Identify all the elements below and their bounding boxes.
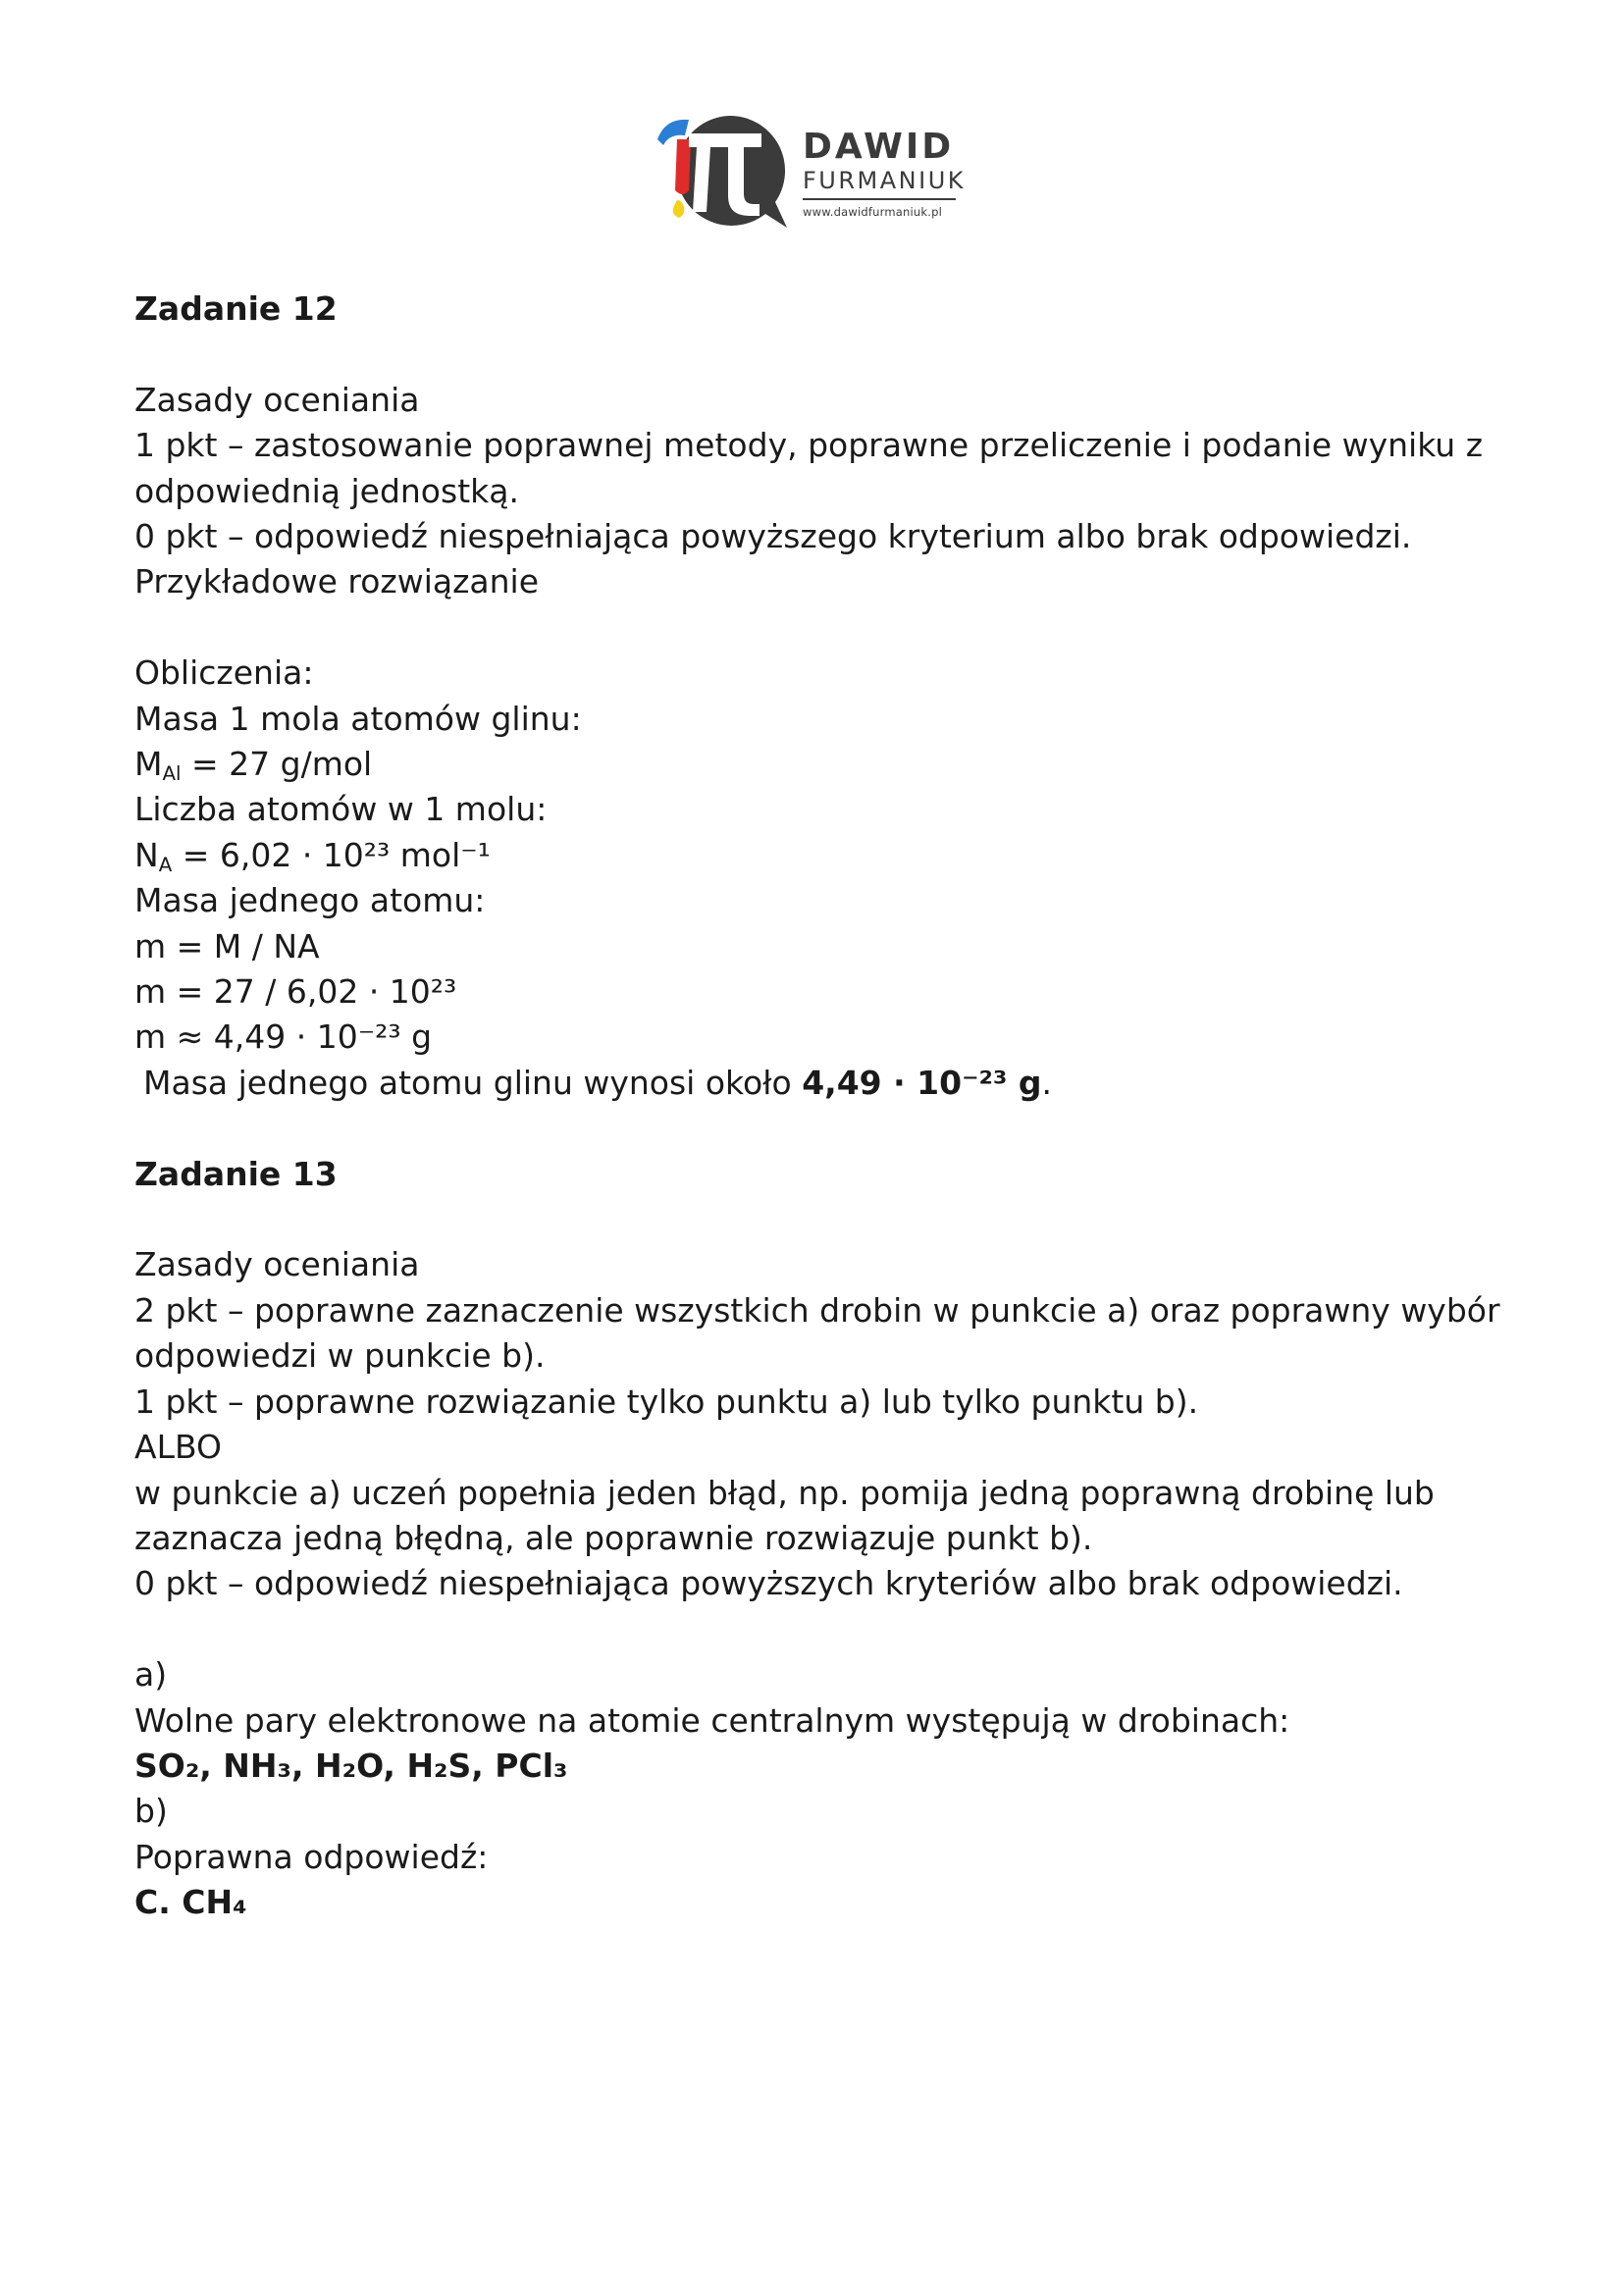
mass-value: = 27 g/mol [181,745,373,784]
task12-atom-mass-label: Masa jednego atomu: [134,881,486,920]
logo-url: www.dawidfurmaniuk.pl [803,205,942,219]
avogadro-subscript: A [158,853,173,876]
document-body [134,287,1508,1926]
task12-rules-heading: Zasady oceniania [134,380,420,419]
task13-rules-heading: Zasady oceniania [134,1245,420,1284]
task13-albo: ALBO [134,1428,222,1467]
mass-subscript: Al [162,761,182,785]
task12-avogadro-line [134,833,1508,878]
task13-part-b: b) [134,1792,168,1831]
logo-divider [803,198,956,200]
spacer [134,1106,1508,1151]
task13-part-b-text: Poprawna odpowiedź: [134,1837,489,1876]
conclusion-text: Masa jednego atomu glinu wynosi około [143,1063,803,1102]
task13-part-a: a) [134,1655,168,1695]
task13-rule0: 0 pkt – odpowiedź niespełniająca powyższych kryteriów albo brak odpowiedzi. [134,1564,1403,1603]
task13-rule1: 1 pkt – poprawne rozwiązanie tylko punktu a) lub tylko punktu b). [134,1382,1199,1421]
mass-symbol: M [134,745,163,784]
task13-part-a-text: Wolne pary elektronowe na atomie centralnym występują w drobinach: [134,1700,1290,1740]
task13-part-b-answer: C. CH₄ [134,1883,247,1922]
task13-alt-line1: w punkcie a) uczeń popełnia jeden błąd, np. pomija jedną poprawną drobinę lub [134,1473,1435,1512]
spacer [134,1607,1508,1652]
task13-alt-line2: zaznacza jedną błędną, ale poprawnie rozwiązuje punkt b). [134,1518,1093,1557]
task12-rule1-line2: odpowiednią jednostką. [134,471,519,510]
task12-formula2: m = 27 / 6,02 · 10²³ [134,972,457,1012]
task12-avogadro-label: Liczba atomów w 1 molu: [134,790,548,829]
task12-calc-heading: Obliczenia: [134,653,314,693]
conclusion-value: 4,49 · 10⁻²³ g [802,1063,1042,1102]
spacer [134,1197,1508,1242]
conclusion-end: . [1041,1063,1053,1102]
spacer [134,332,1508,377]
logo-name: DAWID [803,127,955,167]
task13-title: Zadanie 13 [134,1154,338,1193]
task13-rule2-line2: odpowiedzi w punkcie b). [134,1336,546,1376]
logo [655,110,969,237]
avogadro-value: = 6,02 · 10²³ mol⁻¹ [172,835,491,874]
task13-part-a-answer: SO₂, NH₃, H₂O, H₂S, PCl₃ [134,1746,568,1785]
avogadro-symbol: N [134,835,159,874]
task12-mass-line [134,742,1508,787]
task12-mass-mol-label: Masa 1 mola atomów glinu: [134,699,582,738]
task12-formula1: m = M / NA [134,926,320,965]
task12-title: Zadanie 12 [134,289,338,328]
task13-rule2-line1: 2 pkt – poprawne zaznaczenie wszystkich drobin w punkcie a) oraz poprawny wybór [134,1290,1500,1330]
task12-example-heading: Przykładowe rozwiązanie [134,562,540,601]
task12-conclusion [134,1061,1508,1106]
task12-rule0: 0 pkt – odpowiedź niespełniająca powyższego kryterium albo brak odpowiedzi. [134,517,1412,556]
pi-logo-icon [655,110,793,237]
logo-text [803,128,966,219]
task12-formula3: m ≈ 4,49 · 10⁻²³ g [134,1018,433,1057]
spacer [134,605,1508,651]
logo-subname: FURMANIUK [803,167,967,194]
task12-rule1-line1: 1 pkt – zastosowanie poprawnej metody, poprawne przeliczenie i podanie wyniku z [134,426,1484,465]
